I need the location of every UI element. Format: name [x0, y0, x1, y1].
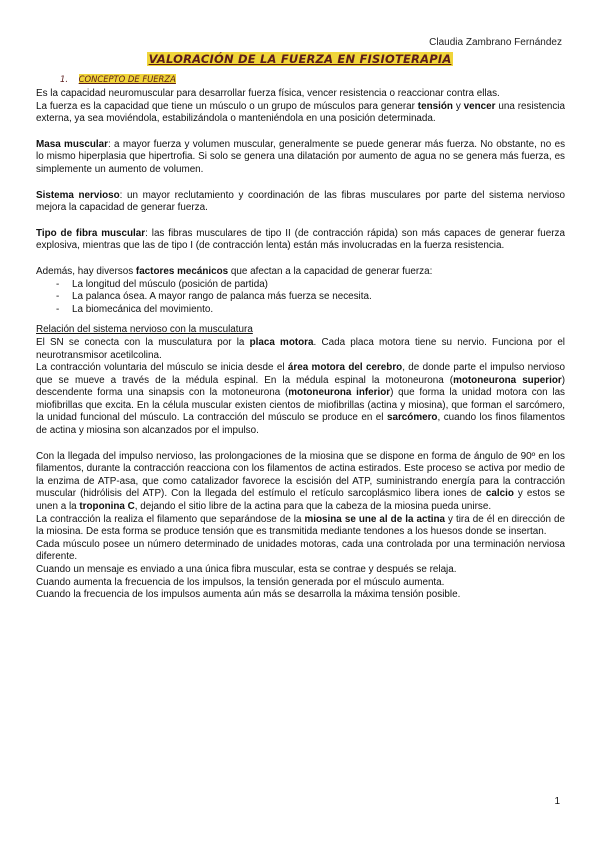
paragraph: La contracción la realiza el filamento que separándose de la miosina se une al de la actina y tira de él en dirección de la miosina. De esta forma se produce tensión que es transmitida mediante tendones a los huesos donde se insertan. — [36, 513, 565, 538]
list-item: - La longitud del músculo (posición de partida) — [36, 279, 565, 292]
paragraph: Sistema nervioso: un mayor reclutamiento y coordinación de las fibras musculares por parte del sistema nervioso mejora la capacidad de generar fuerza. — [36, 189, 565, 214]
title-text: VALORACIÓN DE LA FUERZA EN FISIOTERAPIA — [148, 52, 452, 66]
subheading: Relación del sistema nervioso con la musculatura — [36, 324, 253, 336]
paragraph: Cuando un mensaje es enviado a una única fibra muscular, esta se contrae y después se relaja. — [36, 564, 457, 575]
paragraph: La fuerza es la capacidad que tiene un músculo o un grupo de músculos para generar tensión y vencer una resistencia externa, ya sea moviéndola, estabilizándola o manteniéndola en una posición determinada. — [36, 100, 565, 125]
paragraph: Es la capacidad neuromuscular para desarrollar fuerza física, vencer resistencia o reaccionar contra ellas. — [36, 88, 500, 99]
list-item: - La palanca ósea. A mayor rango de palanca más fuerza se necesita. — [36, 291, 565, 304]
paragraph: Tipo de fibra muscular: las fibras musculares de tipo II (de contracción rápida) son más capaces de generar fuerza explosiva, mientras que las de tipo I (de contracción lenta) están más involucradas en la fuerza resistencia. — [36, 227, 565, 252]
paragraph: Además, hay diversos factores mecánicos que afectan a la capacidad de generar fuerza: — [36, 265, 433, 277]
paragraph: Cada músculo posee un número determinado de unidades motoras, cada una controlada por una terminación nerviosa diferente. — [36, 538, 565, 563]
paragraph: Con la llegada del impulso nervioso, las prolongaciones de la miosina que se dispone en forma de ángulo de 90º en los filamentos, durante la contracción reacciona con los filamentos de actina estirados. Este proceso se activa por medio de la enzima de ATP-asa, que como catalizador favorece la escisión del ATP, suministrando energía para la contracción muscular (hidrólisis del ATP). Con la llegada del estímulo el retículo sarcoplásmico libera iones de calcio y estos se unen a la troponina C, dejando el sitio libre de la actina para que la cabeza de la miosina pueda unirse. — [36, 450, 566, 513]
paragraph: El SN se conecta con la musculatura por la placa motora. Cada placa motora tiene su nervio. Funciona por el neurotransmisor acetilcolina. — [36, 336, 565, 361]
paragraph: Cuando la frecuencia de los impulsos aumenta aún más se desarrolla la máxima tensión posible. — [36, 589, 461, 601]
paragraph: Cuando aumenta la frecuencia de los impulsos, la tensión generada por el músculo aumenta. — [36, 576, 445, 588]
section-number: 1. — [60, 74, 68, 84]
body-text — [36, 88, 565, 602]
document-title — [0, 52, 600, 66]
paragraph: La contracción voluntaria del músculo se inicia desde el área motora del cerebro, de donde parte el impulso nervioso que se mueve a través de la médula espinal. En la médula espinal la motoneurona (motoneurona superior) descendente forma una sinapsis con la motoneurona (motoneurona inferior) que forma la unidad motora con las miofibrillas que excita. En la célula muscular existen cientos de miofibrillas (actina y miosina), que forman el sarcómero, la unidad funcional del músculo. La contracción del músculo se produce en el sarcómero, cuando los finos filamentos de actina y miosina son alcanzados por el impulso. — [36, 362, 566, 437]
author-name: Claudia Zambrano Fernández — [429, 37, 562, 48]
list-item: - La biomecánica del movimiento. — [36, 304, 565, 317]
section-heading — [60, 74, 176, 84]
section-title: CONCEPTO DE FUERZA — [78, 74, 176, 84]
factor-list — [36, 279, 565, 317]
paragraph: Masa muscular: a mayor fuerza y volumen muscular, generalmente se puede generar más fuerza. No obstante, no es lo mismo hiperplasia que hipertrofia. Si solo se genera una dilatación por aumento de agua no se genera más fuerza, es simplemente un aumento de volumen. — [36, 138, 566, 175]
page-number: 1 — [554, 796, 560, 807]
